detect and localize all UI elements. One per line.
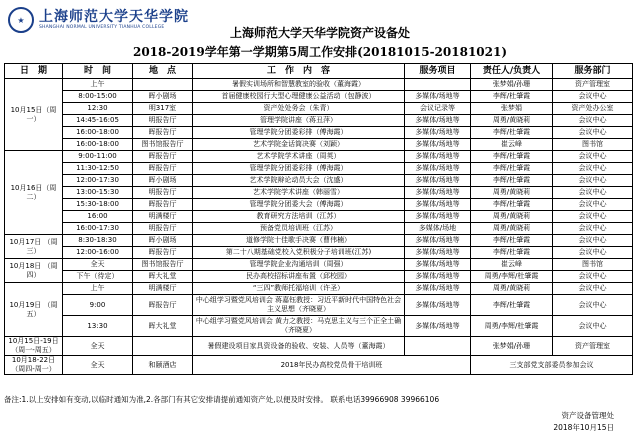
service-cell: 会议记录等 [405,103,471,115]
time-cell: 15:30-18:00 [63,199,133,211]
time-cell: 13:30 [63,316,133,337]
time-cell: 14:45-16:05 [63,115,133,127]
dept-cell: 资产处办公室 [553,103,633,115]
content-cell: 管理学院分团委彩排（傅海霞） [193,163,405,175]
dept-cell: 会议中心 [553,235,633,247]
table-row [5,295,633,316]
content-cell: 艺术学院学术讲座（周英） [193,151,405,163]
place-cell: 晖大礼堂 [133,316,193,337]
place-cell: 晖报告厅 [133,151,193,163]
table-row [5,283,633,295]
person-cell: 李辉/杜肇霞 [471,199,553,211]
time-cell: 全天 [63,259,133,271]
content-cell: 第二十八期基础党校入党积极分子培训班(江苏) [193,247,405,259]
place-cell: 明317室 [133,103,193,115]
table-row [5,139,633,151]
signature-block [553,410,614,434]
dept-cell: 会议中心 [553,163,633,175]
place-cell: 图书馆报告厅 [133,139,193,151]
service-cell: 多媒体/场地等 [405,247,471,259]
dept-cell: 会议中心 [553,199,633,211]
place-cell: 晖报告厅 [133,199,193,211]
content-cell: 管理学院企业沟通培训（周强） [193,259,405,271]
date-cell: 10月18-22日（周四-周一） [5,356,63,375]
time-cell: 8:30-18:30 [63,235,133,247]
person-cell: 李辉/杜肇霞 [471,91,553,103]
place-cell: 晖报告厅 [133,127,193,139]
service-cell: 多媒体/场地等 [405,139,471,151]
service-cell: 多媒体/场地等 [405,187,471,199]
person-cell: 李辉/杜肇霞 [471,175,553,187]
dept-cell: 会议中心 [553,295,633,316]
service-cell: 多媒体/场地 [405,223,471,235]
content-cell: 民办高校招标讲座布置（邱校园） [193,271,405,283]
table-row [5,199,633,211]
service-cell: 多媒体/场地等 [405,259,471,271]
person-cell: 崔云峰 [471,139,553,151]
person-cell: 张梦娟 [471,103,553,115]
dept-cell: 资产管理室 [553,337,633,356]
time-cell: 上午 [63,79,133,91]
header-person: 责任人/负责人 [471,64,553,79]
person-cell: 周勇/李辉/杜肇霞 [471,316,553,337]
content-cell: 道修学院十佳歌手决赛（曹伟楠） [193,235,405,247]
service-cell: 多媒体/场地等 [405,316,471,337]
place-cell: 晖大礼堂 [133,271,193,283]
person-cell: 李辉/杜肇霞 [471,127,553,139]
dept-cell: 会议中心 [553,223,633,235]
time-cell: 全天 [63,356,133,375]
header-date: 日 期 [5,64,63,79]
time-cell: 16:00-18:00 [63,127,133,139]
time-cell: 8:00-15:00 [63,91,133,103]
date-cell: 10月15日-19日（周一-周五） [5,337,63,356]
time-cell: 9:00-11:00 [63,151,133,163]
content-cell: 资产处处务会（朱青） [193,103,405,115]
table-row [5,247,633,259]
time-cell: 16:00 [63,211,133,223]
dept-cell: 会议中心 [553,127,633,139]
person-cell: 张梦娟/孙珊 [471,79,553,91]
table-row [5,356,633,375]
service-cell: 多媒体/场地等 [405,91,471,103]
service-cell: 多媒体/场地等 [405,199,471,211]
service-cell: 多媒体/场地等 [405,283,471,295]
place-cell: 明满楼厅 [133,283,193,295]
document-subtitle: 2018-2019学年第一学期第5周工作安排(20181015-20181021) [132,45,508,59]
time-cell: 上午 [63,283,133,295]
document-title: 上海师范大学天华学院资产设备处 [229,26,410,40]
person-cell: 周勇/黄晓莉 [471,211,553,223]
date-cell: 10月15日（周一） [5,79,63,151]
table-row [5,211,633,223]
dept-cell: 会议中心 [553,187,633,199]
service-cell: 多媒体/场地等 [405,151,471,163]
person-cell: 周勇/李辉/杜肇霞 [471,271,553,283]
time-cell: 12:00-17:30 [63,175,133,187]
content-cell: 艺术学院金话筒决赛（刘颖） [193,139,405,151]
place-cell: 晖小剧场 [133,91,193,103]
person-cell: 李辉/杜肇霞 [471,295,553,316]
time-cell: 11:30-12:50 [63,163,133,175]
schedule-table [4,63,633,375]
table-row [5,259,633,271]
table-row [5,151,633,163]
table-row [5,337,633,356]
service-cell: 多媒体/场地等 [405,115,471,127]
signature-org: 资产设备管理处 [561,411,614,420]
service-cell: 多媒体/场地等 [405,127,471,139]
place-cell: 晖小剧场 [133,235,193,247]
content-cell: 中心组学习暨党风培训会 黄力之教授：马克思主义与三个正全土确（齐晓夏） [193,316,405,337]
service-cell [405,79,471,91]
content-cell: 教育研究方法培训（江苏） [193,211,405,223]
signature-date: 2018年10月15日 [553,423,614,432]
dept-cell: 资产管理室 [553,79,633,91]
dept-cell: 会议中心 [553,115,633,127]
header-place: 地 点 [133,64,193,79]
time-cell: 12:00-16:00 [63,247,133,259]
content-cell: 艺术学院学术讲座（韩丽雪） [193,187,405,199]
place-cell: 晖报告厅 [133,295,193,316]
person-cell: 李辉/杜肇霞 [471,163,553,175]
person-cell: 周勇/黄晓莉 [471,283,553,295]
content-cell: 首届健康校园行大型心理健康公益活动（包静波） [193,91,405,103]
table-row [5,115,633,127]
footer-note: 备注:1.以上安排如有变动,以临时通知为准,2.各部门有其它安排请提前通知资产处,以便及时安排。 联系电话39966908 39966106 [4,395,440,404]
person-cell: 张梦娟/孙珊 [471,337,553,356]
place-cell: 明报告厅 [133,223,193,235]
dept-cell: 图书馆 [553,139,633,151]
content-cell: 管理学院讲座（蒋丑萍） [193,115,405,127]
time-cell: 16:00-17:30 [63,223,133,235]
header-content: 工 作 内 容 [193,64,405,79]
service-cell [405,337,471,356]
dept-cell: 会议中心 [553,175,633,187]
table-row [5,127,633,139]
content-cell: 2018年民办高校党员骨干培训班 [193,356,471,375]
place-cell: 晖报告厅 [133,247,193,259]
date-cell: 10月16日（周二） [5,151,63,235]
table-row [5,103,633,115]
service-cell: 多媒体/场地等 [405,211,471,223]
service-cell: 多媒体/场地等 [405,295,471,316]
place-cell: 明报告厅 [133,115,193,127]
place-cell: 图书馆报告厅 [133,259,193,271]
table-row [5,79,633,91]
service-cell: 多媒体/场地等 [405,175,471,187]
person-cell: 李辉/杜肇霞 [471,235,553,247]
time-cell: 16:00-18:00 [63,139,133,151]
person-cell: 李辉/杜肇霞 [471,247,553,259]
dept-cell: 会议中心 [553,91,633,103]
content-cell: 管理学院分团委彩排（傅海霞） [193,127,405,139]
content-cell: “三四”教师托福培训（许圣） [193,283,405,295]
time-cell: 12:30 [63,103,133,115]
dept-cell: 图书馆 [553,259,633,271]
table-row [5,235,633,247]
table-row [5,316,633,337]
time-cell: 全天 [63,337,133,356]
content-cell: 预备党员培训班（江苏） [193,223,405,235]
content-cell: 艺术学院辩论动员大会（沈盛） [193,175,405,187]
table-row [5,187,633,199]
person-cell: 周勇/黄晓莉 [471,115,553,127]
dept-cell: 会议中心 [553,316,633,337]
place-cell [133,79,193,91]
person-cell: 李辉/杜肇霞 [471,151,553,163]
table-row [5,271,633,283]
person-cell: 三支部党支部委员参加会议 [471,356,633,375]
logo-sub: SHANGHAI NORMAL UNIVERSITY TIANHUA COLLEGE [39,24,165,30]
place-cell: 明满楼厅 [133,211,193,223]
person-cell: 周勇/黄晓莉 [471,223,553,235]
content-cell: 管理学院分团委大会（傅海霞） [193,199,405,211]
header-service: 服务项目 [405,64,471,79]
college-seal-icon: ★ [8,7,34,33]
header-dept: 服务部门 [553,64,633,79]
service-cell: 多媒体/场地等 [405,271,471,283]
time-cell: 下午（待定） [63,271,133,283]
dept-cell: 会议中心 [553,211,633,223]
date-cell: 10月17日 （周三） [5,235,63,259]
time-cell: 13:00-15:30 [63,187,133,199]
content-cell: 暑假建设项目家具资设备的验收、安装、人员等（董海霞） [193,337,405,356]
service-cell: 多媒体/场地等 [405,235,471,247]
logo-name: 上海师范大学天华学院 [39,8,189,25]
table-row [5,175,633,187]
date-cell: 10月19日 （周五） [5,283,63,337]
table-row [5,163,633,175]
dept-cell: 会议中心 [553,151,633,163]
person-cell: 周勇/黄晓莉 [471,187,553,199]
service-cell: 多媒体/场地等 [405,163,471,175]
dept-cell: 会议中心 [553,247,633,259]
header-time: 时 间 [63,64,133,79]
place-cell: 和颐酒店 [133,356,193,375]
table-header-row [5,64,633,79]
person-cell: 崔云峰 [471,259,553,271]
content-cell: 暑假实训场所和智慧教室的验收（董海霞） [193,79,405,91]
content-cell: 中心组学习暨党风培训会 蒋嘉钰教授：习近平新时代中国特色社会主义思想（齐晓夏） [193,295,405,316]
date-cell: 10月18日 （周四） [5,259,63,283]
dept-cell: 会议中心 [553,283,633,295]
place-cell: 晖报告厅 [133,163,193,175]
dept-cell: 会议中心 [553,271,633,283]
place-cell [133,337,193,356]
table-row [5,223,633,235]
time-cell: 9:00 [63,295,133,316]
place-cell: 晖小剧场 [133,175,193,187]
place-cell: 明报告厅 [133,187,193,199]
table-row [5,91,633,103]
